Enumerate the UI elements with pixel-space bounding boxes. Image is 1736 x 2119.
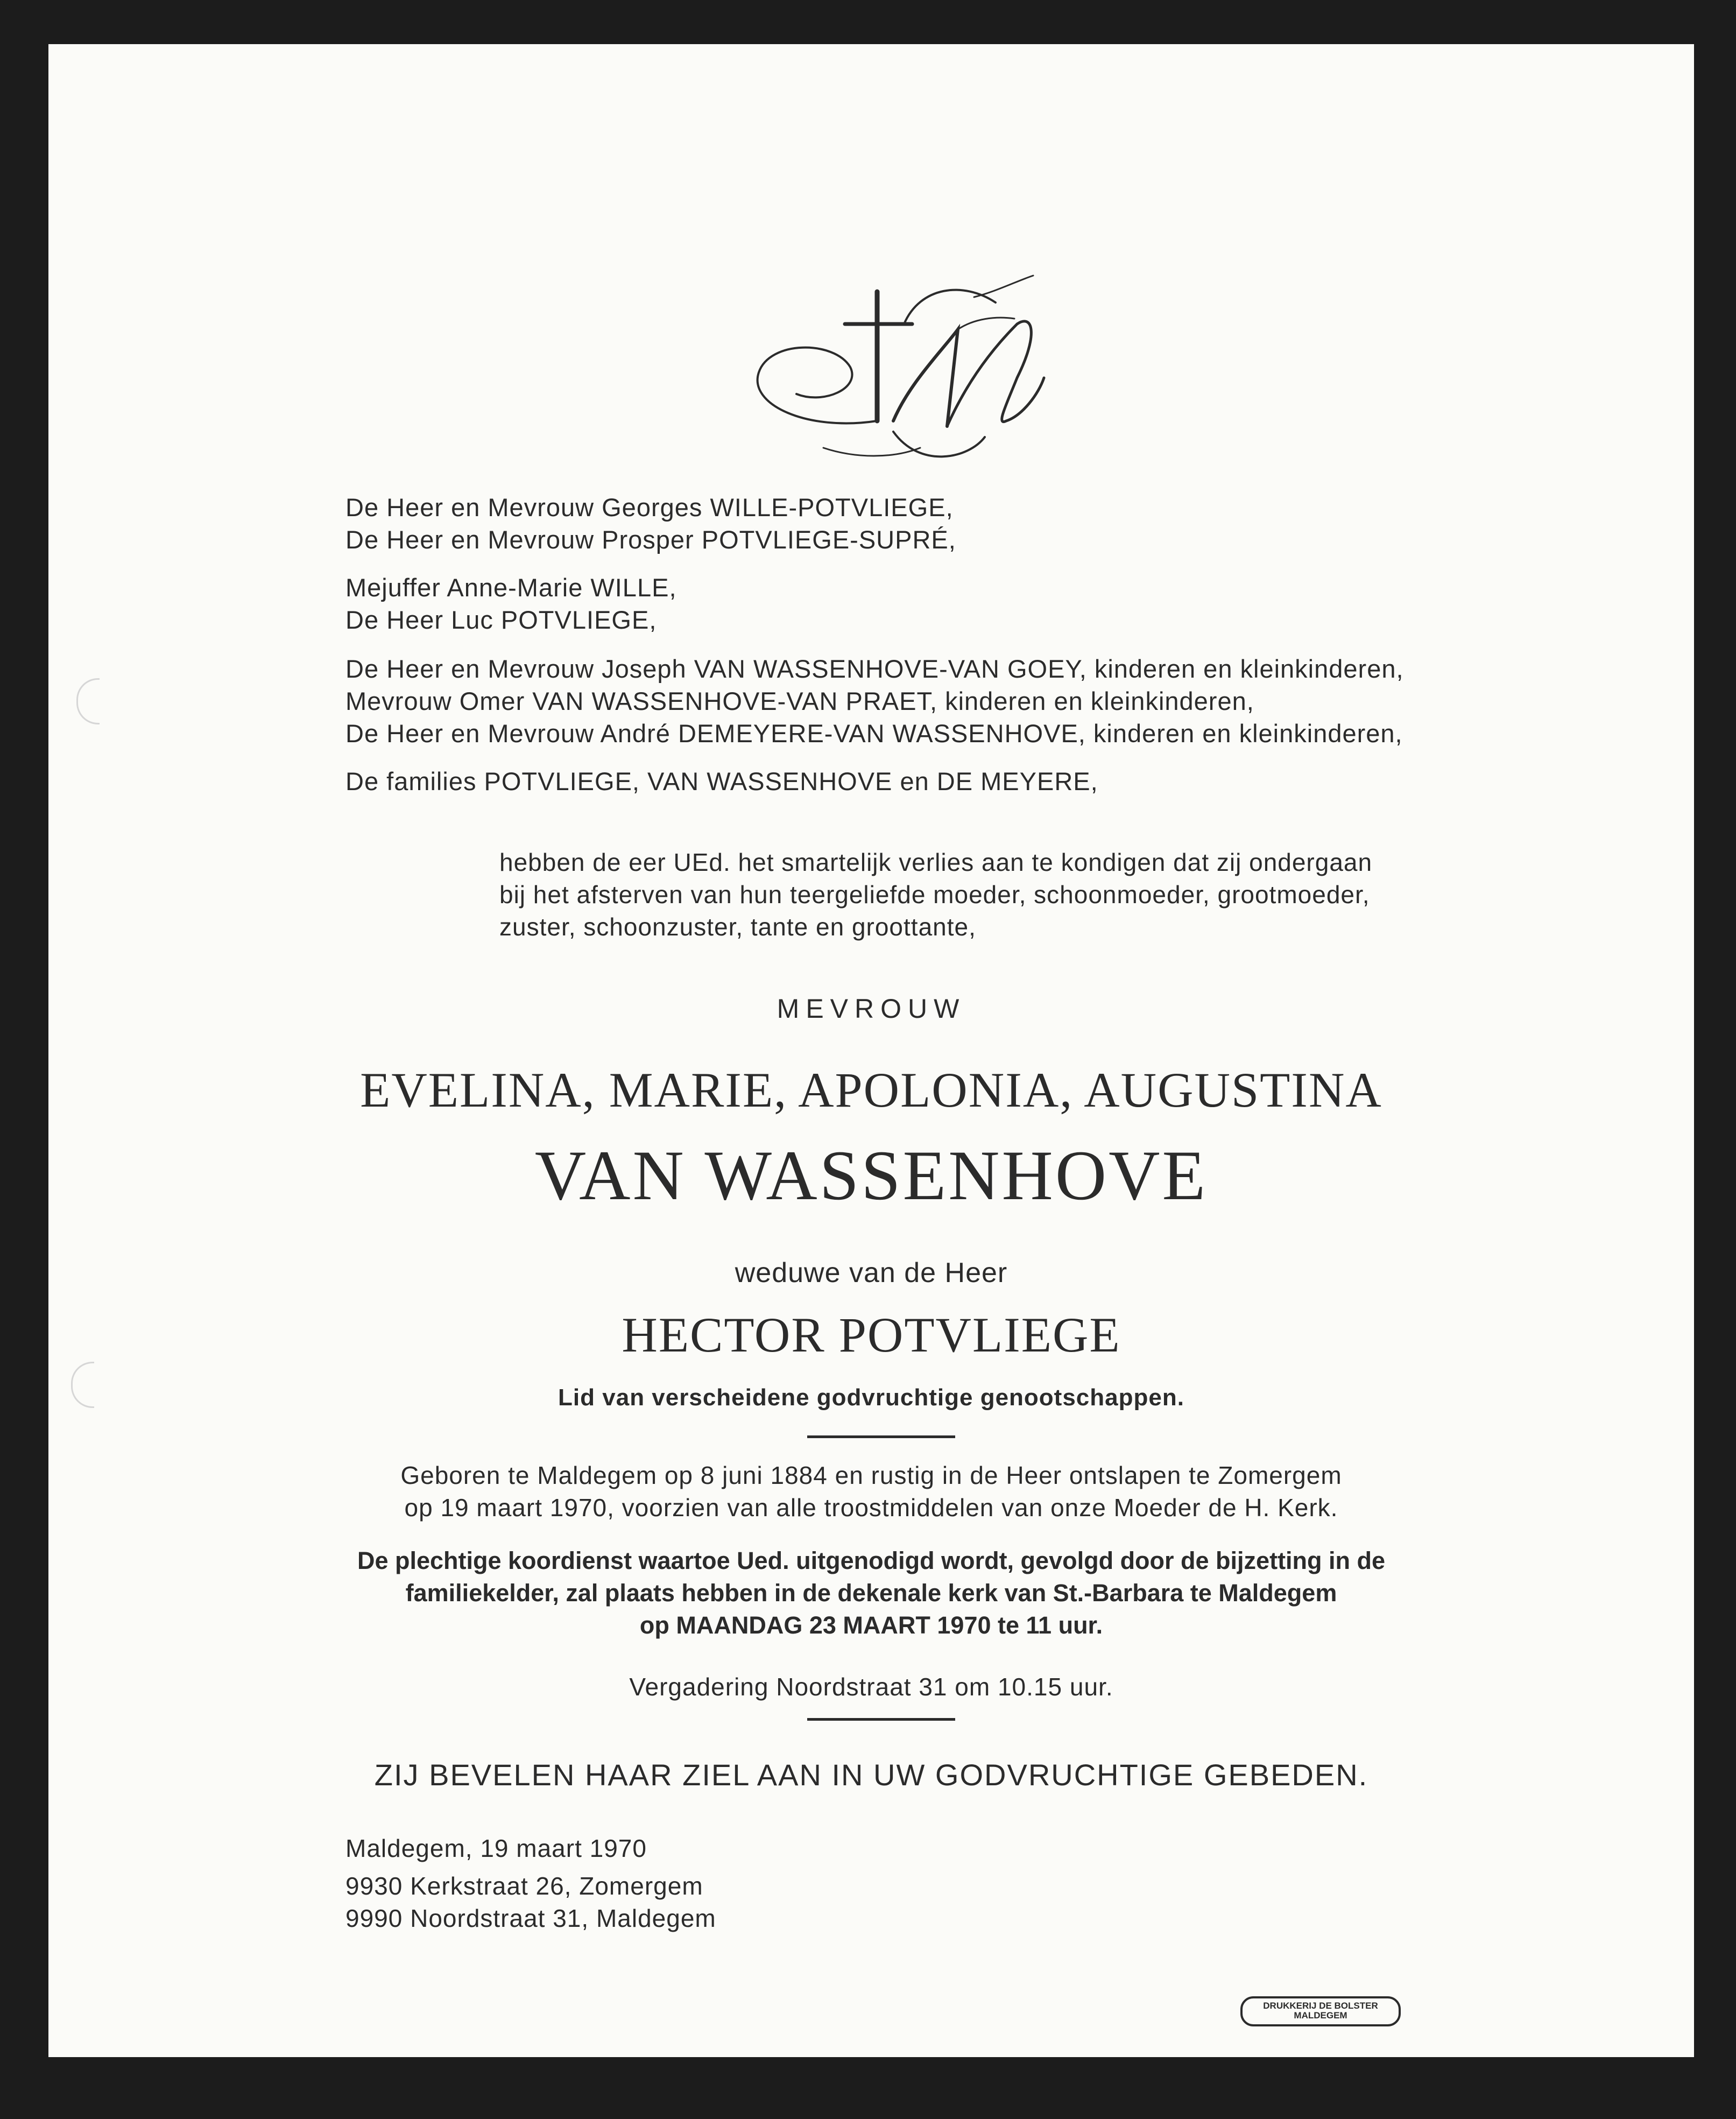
punch-hole-top [76, 678, 100, 724]
cross-monogram-icon [716, 243, 1092, 475]
obituary-card [48, 44, 1694, 2057]
address-zomergem: 9930 Kerkstraat 26, Zomergem [345, 1872, 703, 1900]
family-line: De Heer Luc POTVLIEGE, [345, 606, 657, 634]
deceased-given-names: EVELINA, MARIE, APOLONIA, AUGUSTINA [360, 1062, 1382, 1117]
family-line: Mejuffer Anne-Marie WILLE, [345, 573, 677, 602]
family-line: De Heer en Mevrouw Joseph VAN WASSENHOVE-VAN GOEY, kinderen en kleinkinderen, [345, 654, 1404, 683]
spouse-name: HECTOR POTVLIEGE [622, 1307, 1121, 1362]
service-line: op MAANDAG 23 MAART 1970 te 11 uur. [639, 1611, 1103, 1639]
family-line: Mevrouw Omer VAN WASSENHOVE-VAN PRAET, kinderen en kleinkinderen, [345, 687, 1254, 715]
address-maldegem: 9990 Noordstraat 31, Maldegem [345, 1904, 716, 1932]
membership-line: Lid van verscheidene godvruchtige genootschappen. [558, 1384, 1184, 1411]
family-line: De Heer en Mevrouw Prosper POTVLIEGE-SUPRÉ, [345, 525, 956, 554]
family-line: De Heer en Mevrouw André DEMEYERE-VAN WASSENHOVE, kinderen en kleinkinderen, [345, 719, 1403, 748]
printer-name: DRUKKERIJ DE BOLSTER [1263, 2001, 1378, 2011]
divider-2 [807, 1718, 955, 1721]
deceased-surname: VAN WASSENHOVE [534, 1136, 1208, 1215]
family-line: De families POTVLIEGE, VAN WASSENHOVE en DE MEYERE, [345, 767, 1098, 795]
service-line: De plechtige koordienst waartoe Ued. uitgenodigd wordt, gevolgd door de bijzetting in de [357, 1547, 1386, 1574]
birth-death-line: op 19 maart 1970, voorzien van alle troostmiddelen van onze Moeder de H. Kerk. [404, 1494, 1338, 1522]
deceased-relation: weduwe van de Heer [735, 1257, 1008, 1289]
prayer-line: ZIJ BEVELEN HAAR ZIEL AAN IN UW GODVRUCHTIGE GEBEDEN. [374, 1758, 1368, 1792]
service-line: familiekelder, zal plaats hebben in de dekenale kerk van St.-Barbara te Maldegem [405, 1579, 1337, 1607]
printer-town: MALDEGEM [1294, 2010, 1347, 2021]
announcement-line: bij het afsterven van hun teergeliefde moeder, schoonmoeder, grootmoeder, [499, 881, 1370, 909]
family-line: De Heer en Mevrouw Georges WILLE-POTVLIEGE, [345, 493, 954, 522]
place-date: Maldegem, 19 maart 1970 [345, 1834, 647, 1862]
announcement-line: hebben de eer UEd. het smartelijk verlies aan te kondigen dat zij ondergaan [499, 848, 1373, 876]
printer-mark [1240, 1996, 1401, 2026]
gathering-line: Vergadering Noordstraat 31 om 10.15 uur. [629, 1673, 1113, 1701]
deceased-title: MEVROUW [777, 994, 966, 1024]
birth-death-line: Geboren te Maldegem op 8 juni 1884 en rustig in de Heer ontslapen te Zomergem [400, 1461, 1342, 1489]
divider-1 [807, 1435, 955, 1438]
announcement-line: zuster, schoonzuster, tante en groottante, [499, 913, 976, 941]
